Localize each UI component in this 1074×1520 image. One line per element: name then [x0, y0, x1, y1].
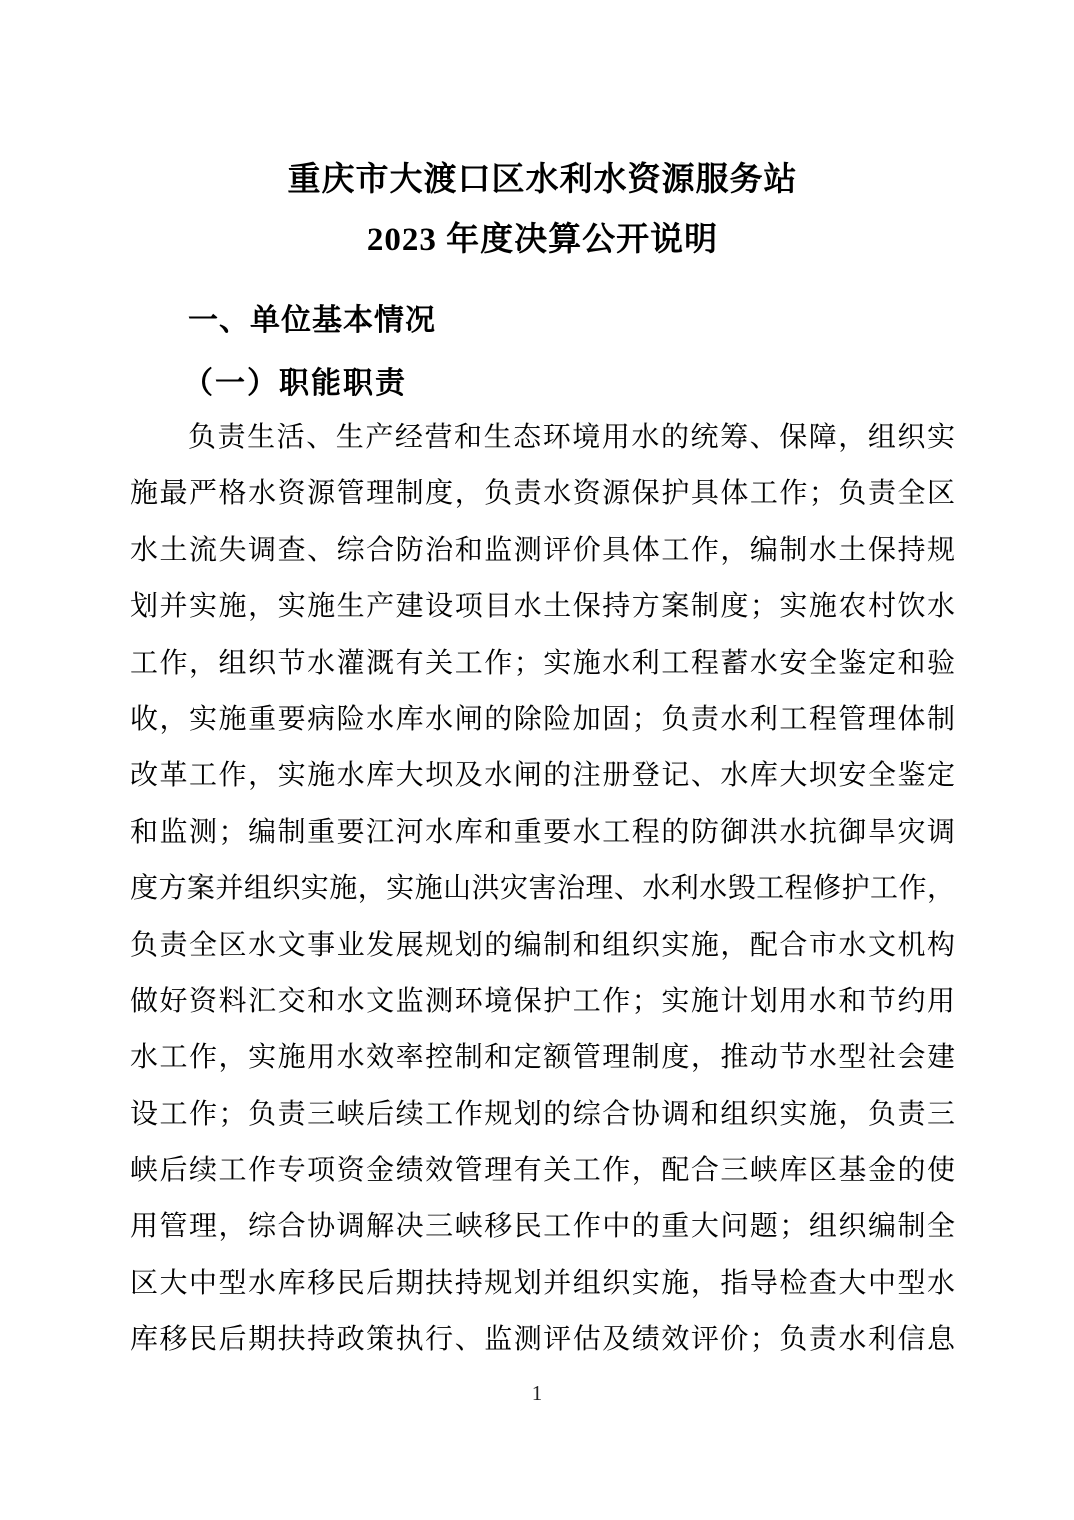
document-title-line2: 2023 年度决算公开说明	[366, 222, 719, 258]
body-line: 库移民后期扶持政策执行、监测评估及绩效评价；负责水利信息	[130, 1324, 955, 1356]
body-line: 度方案并组织实施，实施山洪灾害治理、水利水毁工程修护工作，	[130, 873, 955, 905]
body-line: 收，实施重要病险水库水闸的除险加固；负责水利工程管理体制	[130, 703, 955, 735]
body-line: 设工作；负责三峡后续工作规划的综合协调和组织实施，负责三	[130, 1098, 955, 1130]
body-line: 做好资料汇交和水文监测环境保护工作；实施计划用水和节约用	[130, 985, 955, 1017]
subsection-heading-duties: （一）职能职责	[183, 367, 407, 400]
title-block	[130, 0, 955, 270]
body-line: 施最严格水资源管理制度，负责水资源保护具体工作；负责全区	[130, 478, 955, 510]
body-paragraph	[130, 410, 955, 1369]
document-title-line1: 重庆市大渡口区水利水资源服务站	[287, 162, 798, 198]
body-line: 划并实施，实施生产建设项目水土保持方案制度；实施农村饮水	[130, 591, 955, 623]
body-line: 用管理，综合协调解决三峡移民工作中的重大问题；组织编制全	[130, 1211, 955, 1243]
body-line: 负责全区水文事业发展规划的编制和组织实施，配合市水文机构	[130, 929, 955, 961]
body-line: 改革工作，实施水库大坝及水闸的注册登记、水库大坝安全鉴定	[130, 760, 955, 792]
body-line: 区大中型水库移民后期扶持规划并组织实施，指导检查大中型水	[130, 1267, 955, 1299]
body-line: 负责生活、生产经营和生态环境用水的统筹、保障，组织实	[188, 422, 955, 453]
body-line: 水土流失调查、综合防治和监测评价具体工作，编制水土保持规	[130, 534, 955, 566]
body-line: 工作，组织节水灌溉有关工作；实施水利工程蓄水安全鉴定和验	[130, 647, 955, 679]
body-line: 水工作，实施用水效率控制和定额管理制度，推动节水型社会建	[130, 1042, 955, 1074]
body-line: 峡后续工作专项资金绩效管理有关工作，配合三峡库区基金的使	[130, 1155, 955, 1187]
page-number: 1	[531, 1381, 543, 1405]
document-content	[130, 0, 955, 1369]
body-line: 和监测；编制重要江河水库和重要水工程的防御洪水抗御旱灾调	[130, 816, 955, 848]
page-footer	[0, 1380, 1074, 1406]
section-heading-unit-basic-info: 一、单位基本情况	[188, 304, 436, 337]
